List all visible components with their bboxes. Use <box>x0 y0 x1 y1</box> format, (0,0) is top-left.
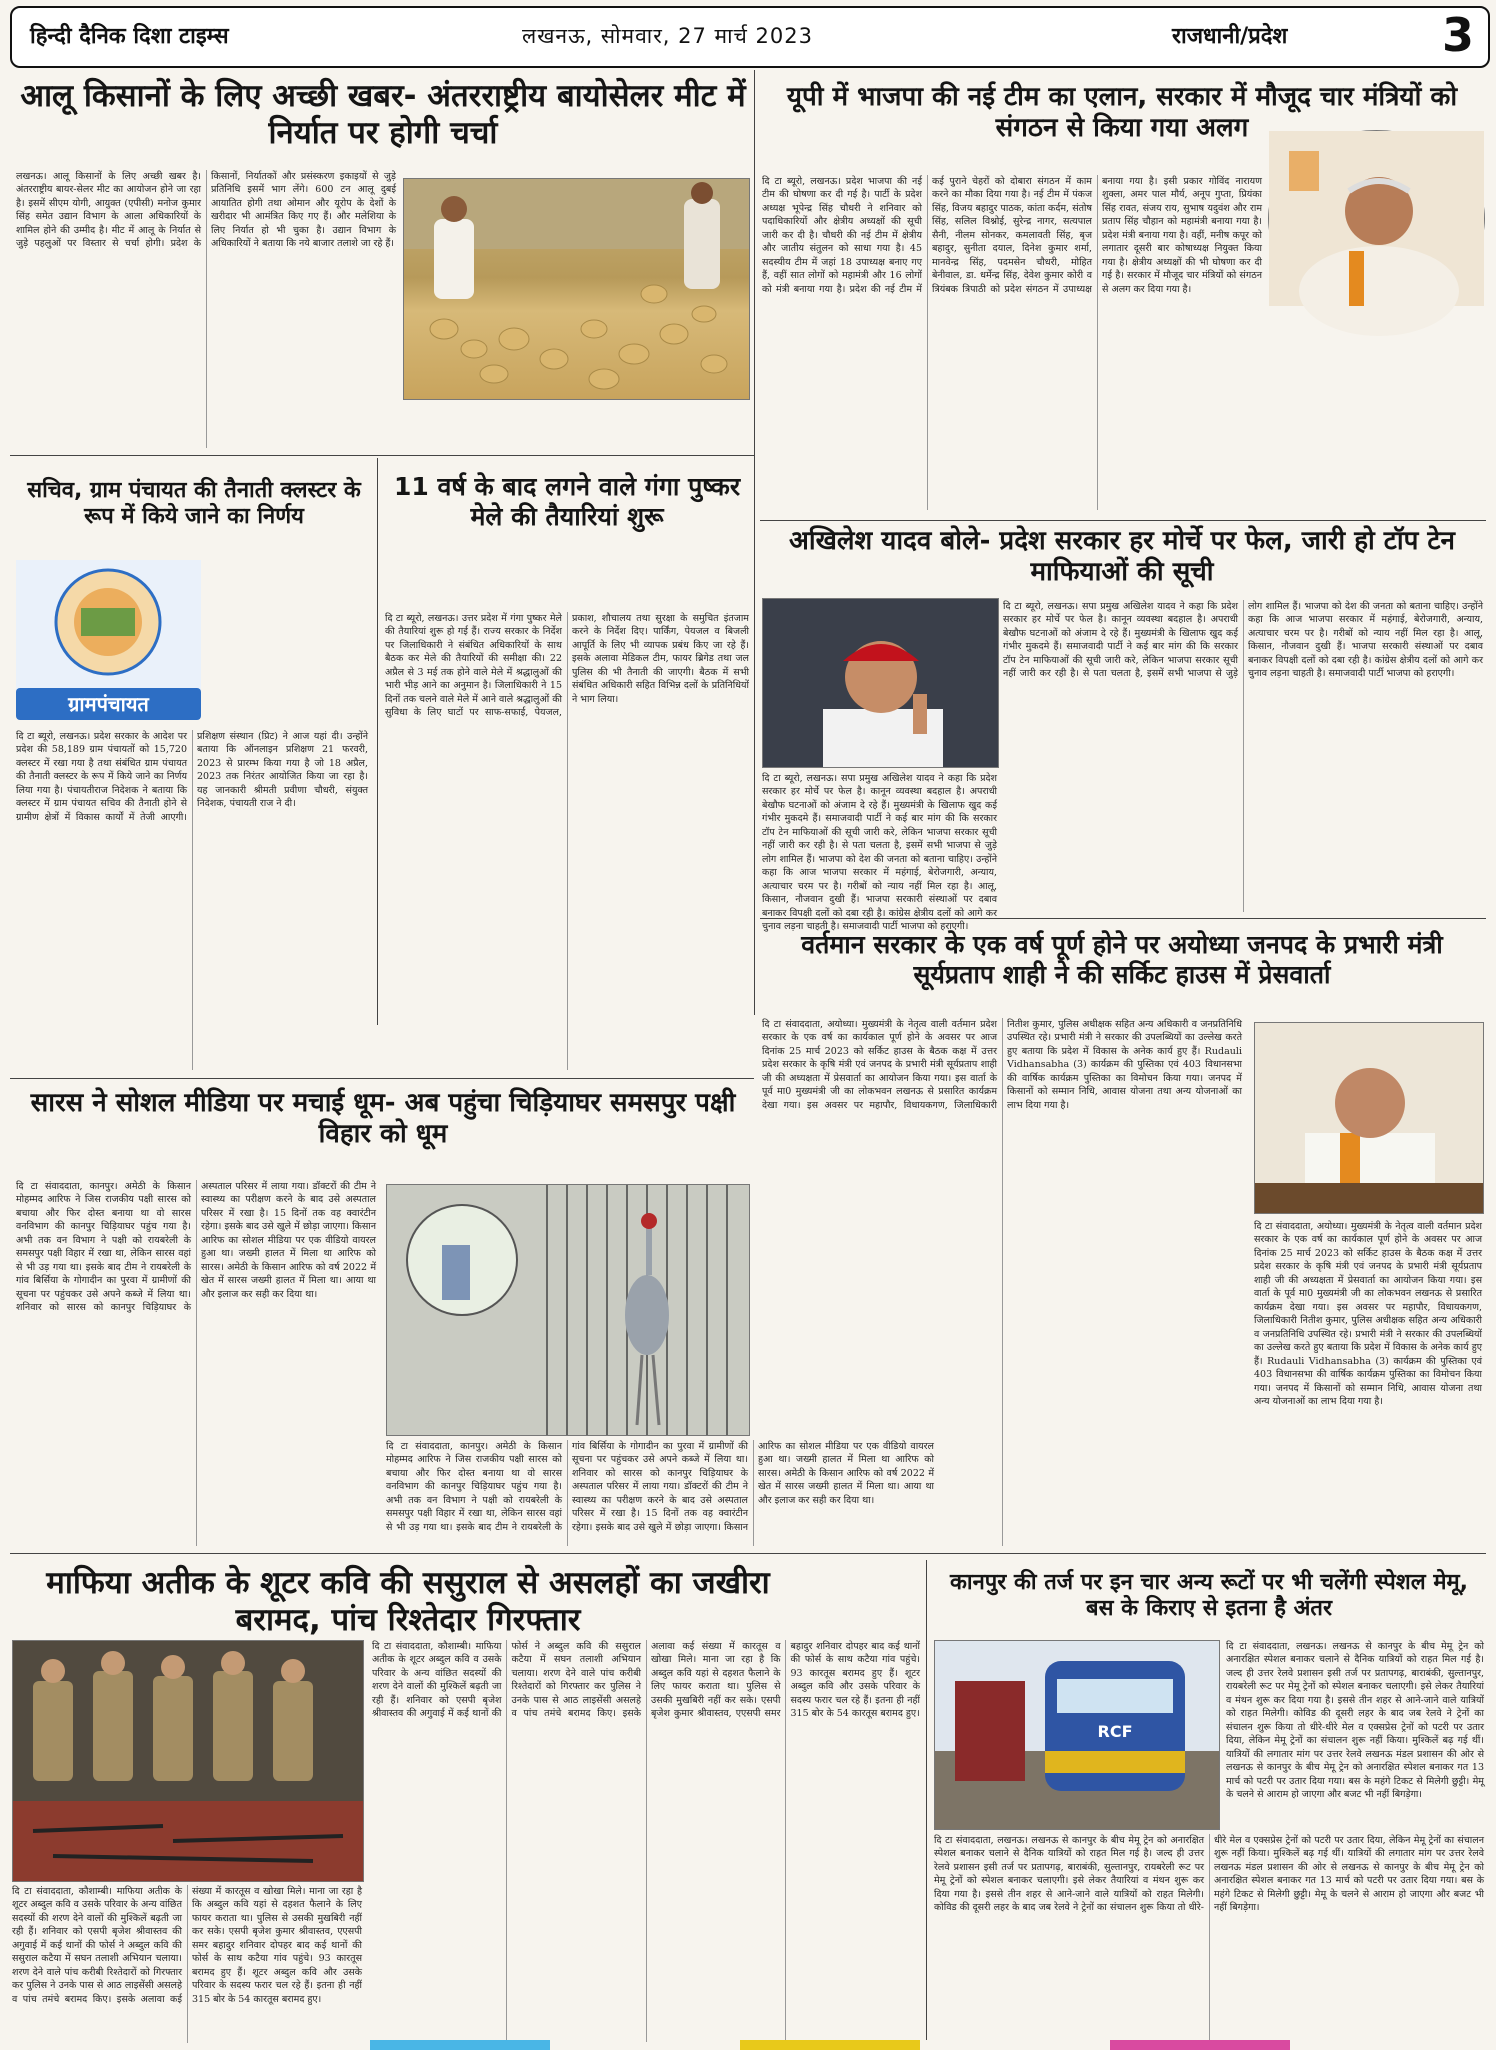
footer-color-bar <box>740 2040 920 2050</box>
article-body: दि टा ब्यूरो, लखनऊ। सपा प्रमुख अखिलेश यादव ने कहा कि प्रदेश सरकार हर मोर्चे पर फेल है। कानून व्यवस्था बदहाल है। अपराधी बेखौफ घटनाओं को अंजाम दे रहे हैं। मुख्यमंत्री के खिलाफ खुद कई गंभीर मुकदमे हैं। समाजवादी पार्टी ने कई बार मांग की कि सरकार टॉप टेन माफियाओं की सूची जारी करे, लेकिन भाजपा सरकार सूची नहीं जारी कर रही है। से पता चलता है, इसमें सभी भाजपा से जुड़े लोग शामिल हैं। भाजपा को देश की जनता को बताना चाहिए। उन्होंने कहा कि आज भाजपा सरकार में महंगाई, बेरोजगारी, अन्याय, अत्याचार चरम पर है। गरीबों को न्याय नहीं मिल रहा है। आलू, किसान, नौजवान दुखी हैं। भाजपा सरकारी संस्थाओं पर दबाव बनाकर विपक्षी दलों को दबा रही है। कांग्रेस क्षेत्रीय दलों को आगे कर चुनाव लड़ना चाहती है। समाजवादी पार्टी भाजपा को हराएगी। <box>762 773 997 933</box>
minister-photo <box>1254 1022 1484 1214</box>
row-divider <box>10 455 754 456</box>
article-headline: 11 वर्ष के बाद लगने वाले गंगा पुष्कर मेले की तैयारियां शुरू <box>393 472 741 531</box>
train-rcf-label: RCF <box>1097 1722 1133 1741</box>
article-headline: सचिव, ग्राम पंचायत की तैनाती क्लस्टर के रूप में किये जाने का निर्णय <box>27 478 361 529</box>
politician-photo <box>1268 130 1485 307</box>
police-recovery-photo <box>12 1640 364 1882</box>
article-body-continued: दि टा संवाददाता, कानपुर। अमेठी के किसान मोहम्मद आरिफ ने जिस राजकीय पक्षी सारस को बचाया और फिर दोस्त बनाया था वो सारस वनविभाग की कानपुर चिड़ियाघर पहुंच गया है। अभी तक वन विभाग ने पक्षी को रायबरेली के समसपुर पक्षी विहार में रखा था, लेकिन सारस वहां से भी उड़ गया था। इसके बाद टीम ने रायबरेली के गांव बिर्सिया के गोगादीन का पुरवा में ग्रामीणों की सूचना पर पहुंचकर उसे अपने कब्जे में लिया था। शनिवार को सारस को कानपुर चिड़ियाघर के अस्पताल परिसर में लाया गया। डॉक्टरों की टीम ने स्वास्थ्य का परीक्षण करने के बाद उसे अस्पताल परिसर में रखा है। 15 दिनों तक वह क्वारंटीन रहेगा। इसके बाद उसे खुले में छोड़ा जाएगा। किसान आरिफ का सोशल मीडिया पर एक वीडियो वायरल हुआ था। जख्मी हालत में मिला था आरिफ को सारस। अमेठी के किसान आरिफ को वर्ष 2022 में खेत में सारस जख्मी हालत में मिला था। आया था और इलाज कर सही कर दिया था। <box>386 1441 934 1533</box>
row-divider <box>760 520 1486 521</box>
article-body: लखनऊ। आलू किसानों के लिए अच्छी खबर है। अंतरराष्ट्रीय बायर-सेलर मीट का आयोजन होने जा रहा है। इसमें सीएम योगी, आयुक्त (एपीसी) मनोज कुमार सिंह समेत उद्यान विभाग के आला अधिकारियों के शामिल होने की उम्मीद है। मीट में आलू के निर्यात से जुड़े पहलुओं पर विस्तार से चर्चा होगी। प्रदेश के किसानों, निर्यातकों और प्रसंस्करण इकाइयों से जुड़े प्रतिनिधि इसमें भाग लेंगे। 600 टन आलू दुबई आयातित होगी तथा ओमान और यूरोप के देशों के खरीदार भी आमंत्रित किए गए हैं। और मलेशिया के लिए निर्यात हो भी चुका है। उद्यान विभाग के अधिकारियों ने बताया कि नये बाजार तलाशे जा रहे हैं। <box>16 171 396 250</box>
article-headline: माफिया अतीक के शूटर कवि की ससुराल से असलहों का जखीरा बरामद, पांच रिश्तेदार गिरफ्तार <box>46 1565 770 1638</box>
akhilesh-yadav-photo <box>762 598 999 768</box>
article-body: दि टा ब्यूरो, लखनऊ। प्रदेश भाजपा की नई टीम की घोषणा कर दी गई है। पार्टी के प्रदेश अध्यक्ष भूपेन्द्र सिंह चौधरी ने शनिवार को पदाधिकारियों और क्षेत्रीय अध्यक्षों की सूची जारी कर दी है। चौधरी की नई टीम में क्षेत्रीय और जातीय संतुलन को साधा गया है। 45 सदस्यीय टीम में जहां 18 उपाध्यक्ष बनाए गए हैं, वहीं सात लोगों को महामंत्री और 16 लोगों को मंत्री बनाया गया है। प्रदेश की नई टीम में कई पुराने चेहरों को दोबारा संगठन में काम करने का मौका दिया गया है। नई टीम में पंकज सिंह, विजय बहादुर पाठक, कांता कर्दम, संतोष सिंह, सलिल विश्नोई, सुरेन्द्र नागर, सत्यपाल सैनी, नीलम सोनकर, कमलावती सिंह, बृज बहादुर, सुनीता दयाल, दिनेश कुमार शर्मा, मानवेन्द्र सिंह, पदमसेन चौधरी, मोहित बेनीवाल, डा. धर्मेन्द्र सिंह, देवेश कुमार कोरी व त्रियंबक त्रिपाठी को प्रदेश संगठन में उपाध्यक्ष बनाया गया है। इसी प्रकार गोविंद नारायण शुक्ला, अमर पाल मौर्य, अनूप गुप्ता, प्रियंका सिंह रावत, संजय राय, सुभाष यदुवंश और राम प्रताप सिंह चौहान को महामंत्री बनाया गया है। प्रदेश मंत्री बनाया गया है। वहीं, मनीष कपूर को लगातार दूसरी बार कोषाध्यक्ष नियुक्त किया गया है। क्षेत्रीय अध्यक्षों की भी घोषणा कर दी गई है। सरकार में मौजूद चार मंत्रियों को संगठन से अलग कर दिया गया है। <box>762 176 1262 295</box>
column-divider <box>377 458 378 1025</box>
article-headline: वर्तमान सरकार के एक वर्ष पूर्ण होने पर अयोध्या जनपद के प्रभारी मंत्री सूर्यप्रताप शाही ने की सर्किट हाउस में प्रेसवार्ता <box>801 930 1443 989</box>
article-body: दि टा ब्यूरो, लखनऊ। प्रदेश सरकार के आदेश पर प्रदेश की 58,189 ग्राम पंचायतों को 15,720 क्लस्टर में रखा गया है तथा संबंधित ग्राम पंचायत की तैनाती क्लस्टर के रूप में किये जाने का निर्णय लिया गया है। पंचायतीराज निदेशक ने बताया कि क्लस्टर में ग्राम पंचायत सचिव की तैनाती होने से ग्रामीण क्षेत्रों में विकास कार्यों में तेजी आएगी। प्रशिक्षण संस्थान (प्रिट) ने आज यहां दी। उन्होंने बताया कि ऑनलाइन प्रशिक्षण 21 फरवरी, 2023 से प्रारम्भ किया गया है जो 18 अप्रैल, 2023 तक निरंतर आयोजित किया जा रहा है। यह जानकारी श्रीमती प्रवीणा चौधरी, संयुक्त निदेशक, पंचायती राज ने दी। <box>16 731 368 823</box>
article-body-continued: दि टा संवाददाता, लखनऊ। लखनऊ से कानपुर के बीच मेमू ट्रेन को अनारक्षित स्पेशल बनाकर चलाने से दैनिक यात्रियों को राहत मिल गई है। जल्द ही उत्तर रेलवे प्रशासन इसी तर्ज पर प्रतापगढ़, बाराबंकी, सुल्तानपुर, रायबरेली रूट पर मेमू ट्रेनों को स्पेशल बनाकर चलाएगी। इसे लेकर तैयारियां व मंथन शुरू कर दिया गया है। इससे तीन शहर से आने-जाने वाले यात्रियों को राहत मिलेगी। कोविड की दूसरी लहर के बाद जब रेलवे ने ट्रेनों का संचालन शुरू किया तो धीरे-धीरे मेल व एक्सप्रेस ट्रेनों को पटरी पर उतार दिया, लेकिन मेमू ट्रेनों का संचालन शुरू नहीं किया। मुश्किलें बढ़ गई थीं। यात्रियों की लगातार मांग पर उत्तर रेलवे लखनऊ मंडल प्रशासन की ओर से लखनऊ से कानपुर के बीच मेमू ट्रेन को अनारक्षित स्पेशल बनाकर गत 13 मार्च को पटरी पर उतार दिया गया। बस के महंगे टिकट से मिलेगी छुट्टी। मेमू के चलने से आराम हो जाएगा और बजट भी नहीं बिगड़ेगा। <box>934 1835 1484 1914</box>
article-headline: अखिलेश यादव बोले- प्रदेश सरकार हर मोर्चे पर फेल, जारी हो टॉप टेन माफियाओं की सूची <box>789 526 1455 587</box>
column-divider <box>926 1560 927 2040</box>
section-name: राजधानी/प्रदेश <box>1172 24 1288 49</box>
article-body: दि टा संवाददाता, कानपुर। अमेठी के किसान मोहम्मद आरिफ ने जिस राजकीय पक्षी सारस को बचाया और फिर दोस्त बनाया था वो सारस वनविभाग की कानपुर चिड़ियाघर पहुंच गया है। अभी तक वन विभाग ने पक्षी को रायबरेली के समसपुर पक्षी विहार में रखा था, लेकिन सारस वहां से भी उड़ गया था। इसके बाद टीम ने रायबरेली के गांव बिर्सिया के गोगादीन का पुरवा में ग्रामीणों की सूचना पर पहुंचकर उसे अपने कब्जे में लिया था। शनिवार को सारस को कानपुर चिड़ियाघर के अस्पताल परिसर में लाया गया। डॉक्टरों की टीम ने स्वास्थ्य का परीक्षण करने के बाद उसे अस्पताल परिसर में रखा है। 15 दिनों तक वह क्वारंटीन रहेगा। इसके बाद उसे खुले में छोड़ा जाएगा। किसान आरिफ का सोशल मीडिया पर एक वीडियो वायरल हुआ था। जख्मी हालत में मिला था आरिफ को सारस। अमेठी के किसान आरिफ को वर्ष 2022 में खेत में सारस जख्मी हालत में मिला था। आया था और इलाज कर सही कर दिया था। <box>16 1181 376 1314</box>
article-headline: यूपी में भाजपा की नई टीम का एलान, सरकार में मौजूद चार मंत्रियों को संगठन से किया गया अलग <box>786 82 1458 143</box>
page-number: 3 <box>1441 8 1474 62</box>
article-body: दि टा संवाददाता, अयोध्या। मुख्यमंत्री के नेतृत्व वाली वर्तमान प्रदेश सरकार के एक वर्ष का कार्यकाल पूर्ण होने के अवसर पर आज दिनांक 25 मार्च 2023 को सर्किट हाउस के बैठक कक्ष में उत्तर प्रदेश सरकार के कृषि मंत्री एवं जनपद के प्रभारी मंत्री सूर्यप्रताप शाही जी की अध्यक्षता में प्रेसवार्ता का आयोजन किया गया। इस वार्ता के पूर्व मा0 मुख्यमंत्री जी का लोकभवन लखनऊ से प्रसारित कार्यक्रम देखा गया। इस अवसर पर महापौर, विधायकगण, जिलाधिकारी नितीश कुमार, पुलिस अधीक्षक सहित अन्य अधिकारी व जनप्रतिनिधि उपस्थित रहे। प्रभारी मंत्री ने सरकार की उपलब्धियों का उल्लेख करते हुए बताया कि प्रदेश में विकास के अनेक कार्य हुए हैं। Rudauli Vidhansabha (3) कार्यक्रम की पुस्तिका एवं 403 विधानसभा की वार्षिक कार्यक्रम पुस्तिका का विमोचन किया गया। जनपद में किसानों को सम्मान निधि, आवास योजना तथा अन्य योजनाओं का लाभ दिया गया है। <box>762 1019 1242 1111</box>
masthead <box>10 6 1490 68</box>
article-headline: आलू किसानों के लिए अच्छी खबर- अंतरराष्ट्रीय बायोसेलर मीट में निर्यात पर होगी चर्चा <box>20 78 746 151</box>
article-headline: सारस ने सोशल मीडिया पर मचाई धूम- अब पहुंचा चिड़ियाघर समसपुर पक्षी विहार को धूम <box>30 1088 736 1149</box>
saras-crane-photo <box>386 1184 750 1436</box>
row-divider <box>10 1078 754 1079</box>
article-body-continued: दि टा संवाददाता, अयोध्या। मुख्यमंत्री के नेतृत्व वाली वर्तमान प्रदेश सरकार के एक वर्ष का कार्यकाल पूर्ण होने के अवसर पर आज दिनांक 25 मार्च 2023 को सर्किट हाउस के बैठक कक्ष में उत्तर प्रदेश सरकार के कृषि मंत्री एवं जनपद के प्रभारी मंत्री सूर्यप्रताप शाही जी की अध्यक्षता में प्रेसवार्ता का आयोजन किया गया। इस वार्ता के पूर्व मा0 मुख्यमंत्री जी का लोकभवन लखनऊ से प्रसारित कार्यक्रम देखा गया। इस अवसर पर महापौर, विधायकगण, जिलाधिकारी नितीश कुमार, पुलिस अधीक्षक सहित अन्य अधिकारी व जनप्रतिनिधि उपस्थित रहे। प्रभारी मंत्री ने सरकार की उपलब्धियों का उल्लेख करते हुए बताया कि प्रदेश में विकास के अनेक कार्य हुए हैं। Rudauli Vidhansabha (3) कार्यक्रम की पुस्तिका एवं 403 विधानसभा की वार्षिक कार्यक्रम पुस्तिका का विमोचन किया गया। जनपद में किसानों को सम्मान निधि, आवास योजना तथा अन्य योजनाओं का लाभ दिया गया है। <box>1254 1221 1482 1408</box>
article-body-continued: दि टा ब्यूरो, लखनऊ। सपा प्रमुख अखिलेश यादव ने कहा कि प्रदेश सरकार हर मोर्चे पर फेल है। कानून व्यवस्था बदहाल है। अपराधी बेखौफ घटनाओं को अंजाम दे रहे हैं। मुख्यमंत्री के खिलाफ खुद कई गंभीर मुकदमे हैं। समाजवादी पार्टी ने कई बार मांग की कि सरकार टॉप टेन माफियाओं की सूची जारी करे, लेकिन भाजपा सरकार सूची नहीं जारी कर रही है। से पता चलता है, इसमें सभी भाजपा से जुड़े लोग शामिल हैं। भाजपा को देश की जनता को बताना चाहिए। उन्होंने कहा कि आज भाजपा सरकार में महंगाई, बेरोजगारी, अन्याय, अत्याचार चरम पर है। गरीबों को न्याय नहीं मिल रहा है। आलू, किसान, नौजवान दुखी हैं। भाजपा सरकारी संस्थाओं पर दबाव बनाकर विपक्षी दलों को दबा रही है। कांग्रेस क्षेत्रीय दलों को आगे कर चुनाव लड़ना चाहती है। समाजवादी पार्टी भाजपा को हराएगी। <box>1003 601 1483 680</box>
row-divider <box>10 1553 1486 1554</box>
memu-train-photo <box>934 1640 1220 1830</box>
dateline: लखनऊ, सोमवार, 27 मार्च 2023 <box>522 24 814 48</box>
column-divider <box>754 70 755 1015</box>
article-headline: कानपुर की तर्ज पर इन चार अन्य रूटों पर भी चलेंगी स्पेशल मेमू, बस के किराए से इतना है अंतर <box>949 1570 1468 1621</box>
footer-color-bar <box>370 2040 550 2050</box>
paper-name: हिन्दी दैनिक दिशा टाइम्स <box>30 24 229 49</box>
article-body: दि टा ब्यूरो, लखनऊ। उत्तर प्रदेश में गंगा पुष्कर मेले की तैयारियां शुरू हो गई हैं। राज्य सरकार के निर्देश पर जिलाधिकारी ने संबंधित अधिकारियों के साथ बैठक कर मेले की तैयारियों की समीक्षा की। 22 अप्रैल से 3 मई तक होने वाले मेले में श्रद्धालुओं की भारी भीड़ आने का अनुमान है। जिलाधिकारी ने 15 दिनों तक चलने वाले मेले में आने वाले श्रद्धालुओं की सुविधा के लिए घाटों पर साफ-सफाई, पेयजल, प्रकाश, शौचालय तथा सुरक्षा के समुचित इंतजाम करने के निर्देश दिए। पार्किंग, पेयजल व बिजली आपूर्ति के लिए भी व्यापक प्रबंध किए जा रहे हैं। इसके अलावा मेडिकल टीम, फायर ब्रिगेड तथा जल पुलिस की भी तैनाती की जाएगी। बैठक में सभी संबंधित अधिकारी सहित विभिन्न दलों के प्रतिनिधियों ने भाग लिया। <box>385 613 749 719</box>
footer-color-bar <box>1110 2040 1290 2050</box>
potato-farmers-photo <box>403 178 750 400</box>
article-body: दि टा संवाददाता, कौशाम्बी। माफिया अतीक के शूटर अब्दुल कवि व उसके परिवार के अन्य वांछित सदस्यों की शरण देने वालों की मुश्किलें बढ़ती जा रही हैं। शनिवार को एसपी बृजेश श्रीवास्तव की अगुवाई में कई थानों की फोर्स ने अब्दुल कवि की ससुराल कटैया में सघन तलाशी अभियान चलाया। शरण देने वाले पांच करीबी रिश्तेदारों को गिरफ्तार कर पुलिस ने उनके पास से आठ लाइसेंसी असलहे व पांच तमंचे बरामद किए। इसके अलावा कई संख्या में कारतूस व खोखा मिले। माना जा रहा है कि अब्दुल कवि यहां से दहशत फैलाने के लिए फायर कराता था। पुलिस से उसकी मुखबिरी नहीं कर सके। एसपी बृजेश कुमार श्रीवास्तव, एएसपी समर बहादुर शनिवार दोपहर बाद कई थानों की फोर्स के साथ कटैया गांव पहुंचे। 93 कारतूस बरामद हुए हैं। शूटर अब्दुल कवि और उसके परिवार के सदस्य फरार चल रहे हैं। इतना ही नहीं 315 बोर के 54 कारतूस बरामद हुए। <box>12 1886 362 2005</box>
gram-panchayat-badge: ग्रामपंचायत <box>16 688 201 720</box>
article-body: दि टा संवाददाता, लखनऊ। लखनऊ से कानपुर के बीच मेमू ट्रेन को अनारक्षित स्पेशल बनाकर चलाने से दैनिक यात्रियों को राहत मिल गई है। जल्द ही उत्तर रेलवे प्रशासन इसी तर्ज पर प्रतापगढ़, बाराबंकी, सुल्तानपुर, रायबरेली रूट पर मेमू ट्रेनों को स्पेशल बनाकर चलाएगी। इसे लेकर तैयारियां व मंथन शुरू कर दिया गया है। इससे तीन शहर से आने-जाने वाले यात्रियों को राहत मिलेगी। कोविड की दूसरी लहर के बाद जब रेलवे ने ट्रेनों का संचालन शुरू किया तो धीरे-धीरे मेल व एक्सप्रेस ट्रेनों को पटरी पर उतार दिया, लेकिन मेमू ट्रेनों का संचालन शुरू नहीं किया। मुश्किलें बढ़ गई थीं। यात्रियों की लगातार मांग पर उत्तर रेलवे लखनऊ मंडल प्रशासन की ओर से लखनऊ से कानपुर के बीच मेमू ट्रेन को अनारक्षित स्पेशल बनाकर गत 13 मार्च को पटरी पर उतार दिया गया। बस के महंगे टिकट से मिलेगी छुट्टी। मेमू के चलने से आराम हो जाएगा और बजट भी नहीं बिगड़ेगा। <box>1226 1641 1484 1801</box>
article-body-continued: दि टा संवाददाता, कौशाम्बी। माफिया अतीक के शूटर अब्दुल कवि व उसके परिवार के अन्य वांछित सदस्यों की शरण देने वालों की मुश्किलें बढ़ती जा रही हैं। शनिवार को एसपी बृजेश श्रीवास्तव की अगुवाई में कई थानों की फोर्स ने अब्दुल कवि की ससुराल कटैया में सघन तलाशी अभियान चलाया। शरण देने वाले पांच करीबी रिश्तेदारों को गिरफ्तार कर पुलिस ने उनके पास से आठ लाइसेंसी असलहे व पांच तमंचे बरामद किए। इसके अलावा कई संख्या में कारतूस व खोखा मिले। माना जा रहा है कि अब्दुल कवि यहां से दहशत फैलाने के लिए फायर कराता था। पुलिस से उसकी मुखबिरी नहीं कर सके। एसपी बृजेश कुमार श्रीवास्तव, एएसपी समर बहादुर शनिवार दोपहर बाद कई थानों की फोर्स के साथ कटैया गांव पहुंचे। 93 कारतूस बरामद हुए हैं। शूटर अब्दुल कवि और उसके परिवार के सदस्य फरार चल रहे हैं। इतना ही नहीं 315 बोर के 54 कारतूस बरामद हुए। <box>372 1641 920 1720</box>
gram-panchayat-logo <box>16 560 201 700</box>
